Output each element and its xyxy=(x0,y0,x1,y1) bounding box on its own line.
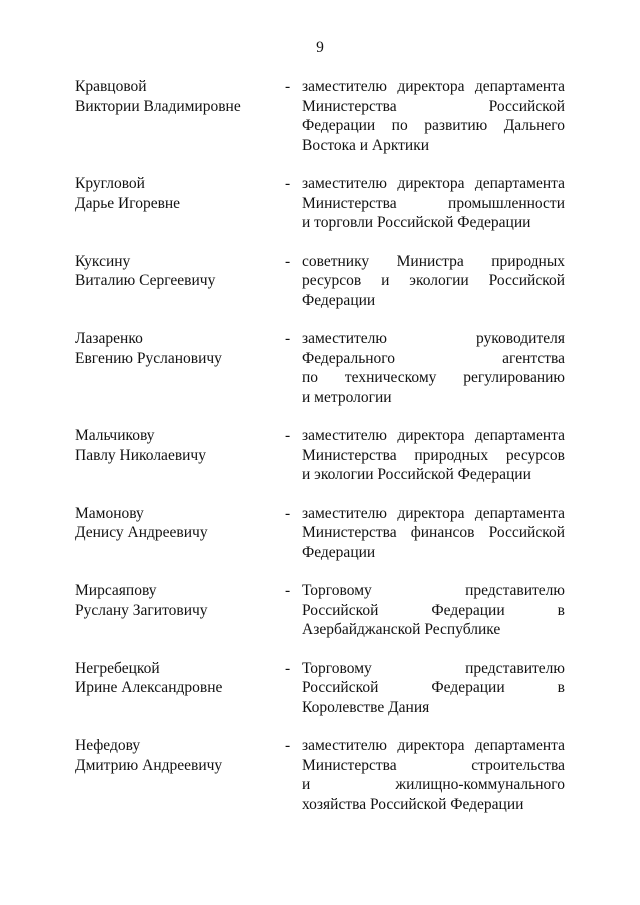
position-description xyxy=(302,426,565,485)
appointment-list xyxy=(0,77,640,814)
position-line: Азербайджанской Республике xyxy=(302,621,501,638)
position-description xyxy=(302,736,565,814)
given-names: Руслану Загитовичу xyxy=(75,601,208,619)
position-line: заместителю директора департамента xyxy=(302,78,565,95)
position-line: заместителю директора департамента xyxy=(302,504,565,522)
position-description xyxy=(302,329,565,407)
given-names: Дмитрию Андреевичу xyxy=(75,756,223,774)
list-item xyxy=(0,329,640,407)
given-names: Денису Андреевичу xyxy=(75,524,208,541)
surname: Нефедову xyxy=(75,737,141,754)
position-line: и экологии Российской Федерации xyxy=(302,466,531,483)
surname: Кругловой xyxy=(75,175,145,192)
position-line: и торговли Российской Федерации xyxy=(302,214,531,231)
recipient-name xyxy=(75,659,285,698)
position-description xyxy=(302,77,565,155)
position-line: ресурсов и экологии Российской xyxy=(302,272,565,289)
position-line: заместителю директора департамента xyxy=(302,737,565,754)
position-description xyxy=(302,581,565,640)
position-line: заместителю руководителя xyxy=(302,330,565,347)
position-description xyxy=(302,659,565,718)
position-line: Министерства Российской xyxy=(302,97,565,115)
dash-separator: - xyxy=(285,175,291,192)
surname: Куксину xyxy=(75,252,131,270)
position-description xyxy=(302,174,565,233)
dash-separator: - xyxy=(285,659,291,677)
surname: Мальчикову xyxy=(75,427,155,444)
position-line: и метрологии xyxy=(302,388,392,406)
position-line: заместителю директора департамента xyxy=(302,427,565,444)
recipient-name xyxy=(75,174,285,213)
position-line: Федерации xyxy=(302,291,376,309)
list-item xyxy=(0,174,640,233)
position-line: Федерации по развитию Дальнего xyxy=(302,117,565,134)
dash-separator: - xyxy=(285,330,291,347)
surname: Мамонову xyxy=(75,504,144,522)
position-line: Министерства промышленности xyxy=(302,194,565,212)
given-names: Виталию Сергеевичу xyxy=(75,272,216,289)
list-item xyxy=(0,581,640,640)
position-line: Министерства природных ресурсов xyxy=(302,446,565,464)
given-names: Павлу Николаевичу xyxy=(75,446,206,464)
position-description xyxy=(302,252,565,311)
given-names: Виктории Владимировне xyxy=(75,97,241,115)
position-line: Российской Федерации в xyxy=(302,601,565,619)
position-line: Торговому представителю xyxy=(302,582,565,599)
dash-separator: - xyxy=(285,737,291,754)
list-item xyxy=(0,426,640,485)
dash-separator: - xyxy=(285,582,291,599)
position-line: Востока и Арктики xyxy=(302,136,430,154)
position-line: советнику Министра природных xyxy=(302,252,565,270)
page-number: 9 xyxy=(316,39,324,56)
recipient-name xyxy=(75,426,285,465)
position-line: хозяйства Российской Федерации xyxy=(302,795,524,813)
position-line: и жилищно-коммунального xyxy=(302,776,565,793)
dash-separator: - xyxy=(285,427,291,444)
position-line: Российской Федерации в xyxy=(302,679,565,696)
recipient-name xyxy=(75,504,285,543)
given-names: Евгению Руслановичу xyxy=(75,349,222,367)
dash-separator: - xyxy=(285,252,291,270)
position-line: по техническому регулированию xyxy=(302,369,565,386)
position-line: Торговому представителю xyxy=(302,659,565,677)
position-line: Федерации xyxy=(302,543,376,561)
recipient-name xyxy=(75,77,285,116)
surname: Лазаренко xyxy=(75,330,143,347)
list-item xyxy=(0,77,640,155)
surname: Мирсаяпову xyxy=(75,582,157,599)
given-names: Ирине Александровне xyxy=(75,679,223,696)
position-line: заместителю директора департамента xyxy=(302,175,565,192)
position-line: Министерства финансов Российской xyxy=(302,524,565,541)
position-line: Королевстве Дания xyxy=(302,698,430,716)
position-description xyxy=(302,504,565,563)
recipient-name xyxy=(75,329,285,368)
list-item xyxy=(0,736,640,814)
recipient-name xyxy=(75,736,285,775)
recipient-name xyxy=(75,252,285,291)
position-line: Министерства строительства xyxy=(302,756,565,774)
recipient-name xyxy=(75,581,285,620)
surname: Кравцовой xyxy=(75,78,147,95)
list-item xyxy=(0,504,640,563)
position-line: Федерального агентства xyxy=(302,349,565,367)
list-item xyxy=(0,659,640,718)
given-names: Дарье Игоревне xyxy=(75,194,181,212)
dash-separator: - xyxy=(285,78,291,95)
surname: Негребецкой xyxy=(75,659,160,677)
dash-separator: - xyxy=(285,504,291,522)
list-item xyxy=(0,252,640,311)
